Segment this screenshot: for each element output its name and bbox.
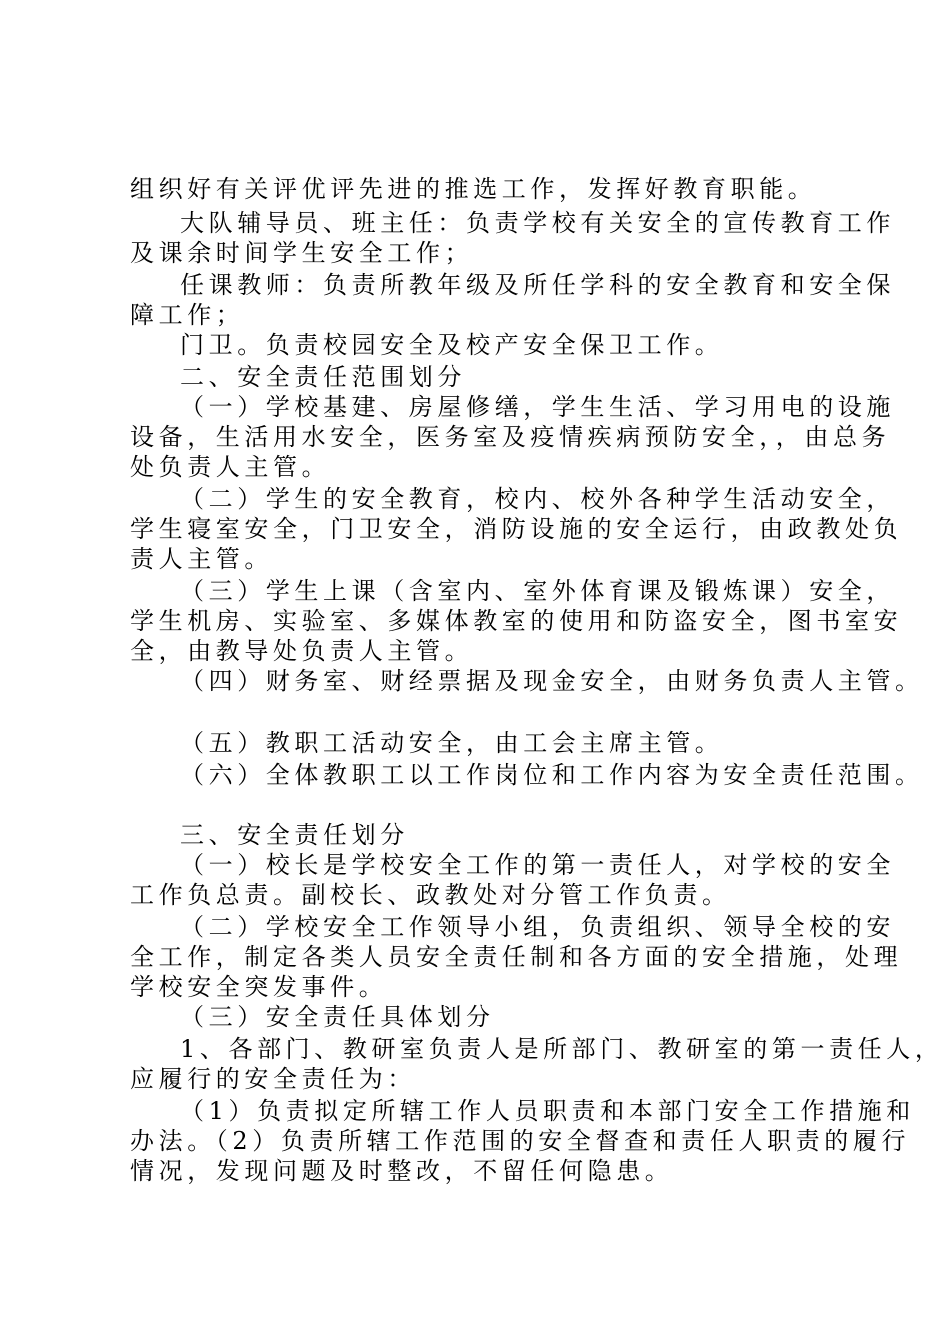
text-line: 工作负总责。副校长、政教处对分管工作负责。 [130,881,731,909]
text-line: （一）学校基建、房屋修缮，学生生活、学习用电的设施 [180,393,895,421]
text-line: （一）校长是学校安全工作的第一责任人，对学校的安全 [180,851,895,879]
text-line: （二）学校安全工作领导小组，负责组织、领导全校的安 [180,913,895,941]
text-line: 全工作，制定各类人员安全责任制和各方面的安全措施，处理 [130,943,903,971]
text-line: （四）财务室、财经票据及现金安全，由财务负责人主管。 [180,667,924,695]
text-line: 学生机房、实验室、多媒体教室的使用和防盗安全，图书室安 [130,607,903,635]
text-line: 责人主管。 [130,545,273,573]
text-line: （1）负责拟定所辖工作人员职责和本部门安全工作措施和 [180,1097,915,1125]
text-line: 应履行的安全责任为： [130,1065,416,1093]
text-line: （三）学生上课（含室内、室外体育课及锻炼课）安全， [180,577,895,605]
text-line: （五）教职工活动安全，由工会主席主管。 [180,729,724,757]
text-line: 及课余时间学生安全工作； [130,239,474,267]
text-line: （六）全体教职工以工作岗位和工作内容为安全责任范围。 [180,761,924,789]
text-line: 大队辅导员、班主任：负责学校有关安全的宣传教育工作 [180,209,895,237]
text-line: 处负责人主管。 [130,453,331,481]
text-line: 学生寝室安全，门卫安全，消防设施的安全运行，由政教处负 [130,515,903,543]
text-line: 组织好有关评优评先进的推选工作，发挥好教育职能。 [130,175,817,203]
section-heading: 二、安全责任范围划分 [180,363,466,391]
text-line: 学校安全突发事件。 [130,973,388,1001]
text-line: 1、各部门、教研室负责人是所部门、教研室的第一责任人， [180,1035,944,1063]
text-line: （二）学生的安全教育，校内、校外各种学生活动安全， [180,485,895,513]
text-line: 门卫。负责校园安全及校产安全保卫工作。 [180,331,724,359]
text-line: 全，由教导处负责人主管。 [130,637,474,665]
text-line: 办法。（2）负责所辖工作范围的安全督查和责任人职责的履行 [130,1127,911,1155]
section-heading: 三、安全责任划分 [180,821,409,849]
text-line: 设备，生活用水安全，医务室及疫情疾病预防安全，，由总务 [130,423,891,451]
text-line: 障工作； [130,301,245,329]
text-line: 任课教师：负责所教年级及所任学科的安全教育和安全保 [180,271,895,299]
text-line: 情况，发现问题及时整改，不留任何隐患。 [130,1157,674,1185]
text-line: （三）安全责任具体划分 [180,1003,495,1031]
